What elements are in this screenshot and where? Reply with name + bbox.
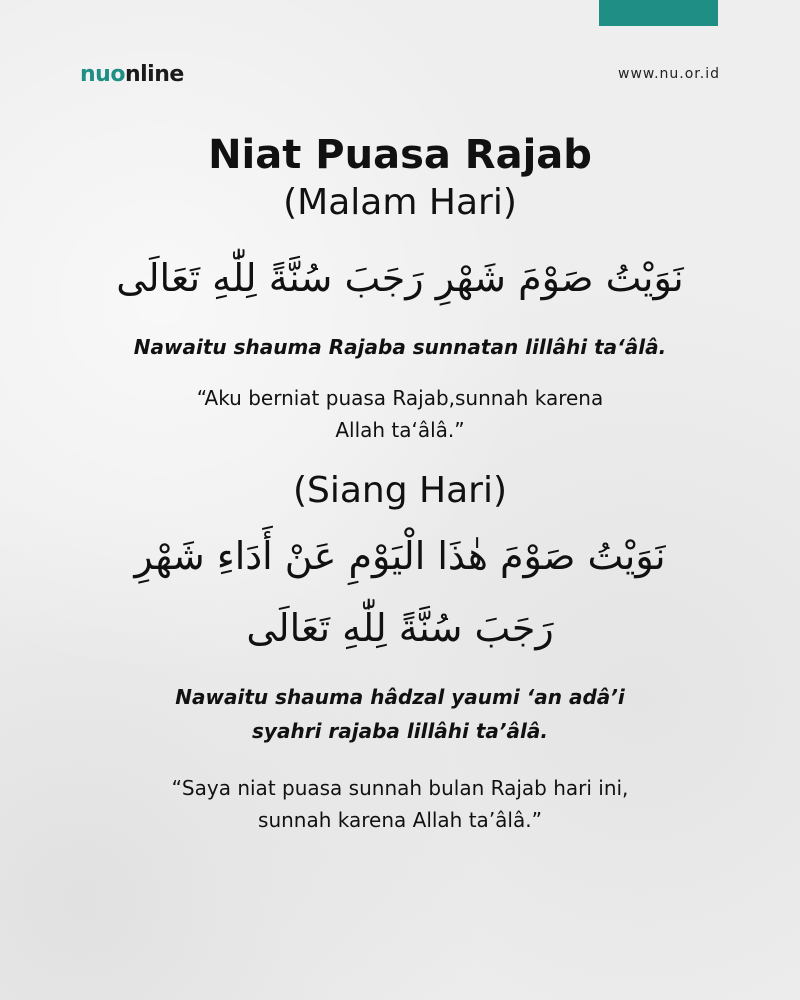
logo-mark: o bbox=[110, 62, 125, 87]
night-translation-line-1: “Aku berniat puasa Rajab,sunnah karena bbox=[196, 386, 604, 410]
day-translation-line-2: sunnah karena Allah ta’âlâ.” bbox=[258, 808, 542, 832]
day-arabic-line-2: رَجَبَ سُنَّةً لِلّٰهِ تَعَالَى bbox=[246, 606, 554, 650]
day-arabic bbox=[0, 526, 800, 658]
nu-online-logo bbox=[80, 62, 184, 87]
day-latin-line-2: syahri rajaba lillâhi ta’âlâ. bbox=[252, 719, 548, 743]
main-content bbox=[0, 130, 800, 836]
accent-bar bbox=[599, 0, 718, 26]
day-arabic-line-1: نَوَيْتُ صَوْمَ هٰذَا الْيَوْمِ عَنْ أَدَاءِ شَهْرِ bbox=[134, 534, 666, 578]
night-heading: (Malam Hari) bbox=[283, 182, 517, 223]
night-latin: Nawaitu shauma Rajaba sunnatan lillâhi ta‘âlâ. bbox=[133, 335, 667, 359]
night-translation-line-2: Allah ta‘âlâ.” bbox=[335, 418, 465, 442]
page-title: Niat Puasa Rajab bbox=[208, 132, 592, 178]
day-translation bbox=[0, 772, 800, 836]
night-arabic: نَوَيْتُ صَوْمَ شَهْرِ رَجَبَ سُنَّةً لِلّٰهِ تَعَالَى bbox=[116, 256, 684, 300]
day-latin-line-1: Nawaitu shauma hâdzal yaumi ‘an adâ’i bbox=[175, 685, 625, 709]
day-heading: (Siang Hari) bbox=[292, 470, 508, 511]
day-translation-line-1: “Saya niat puasa sunnah bulan Rajab hari ini, bbox=[171, 776, 629, 800]
day-latin bbox=[0, 680, 800, 748]
night-translation bbox=[0, 382, 800, 446]
logo-text: nline bbox=[124, 62, 184, 87]
logo-nu: nu bbox=[80, 62, 111, 87]
site-url[interactable]: www.nu.or.id bbox=[618, 66, 720, 82]
